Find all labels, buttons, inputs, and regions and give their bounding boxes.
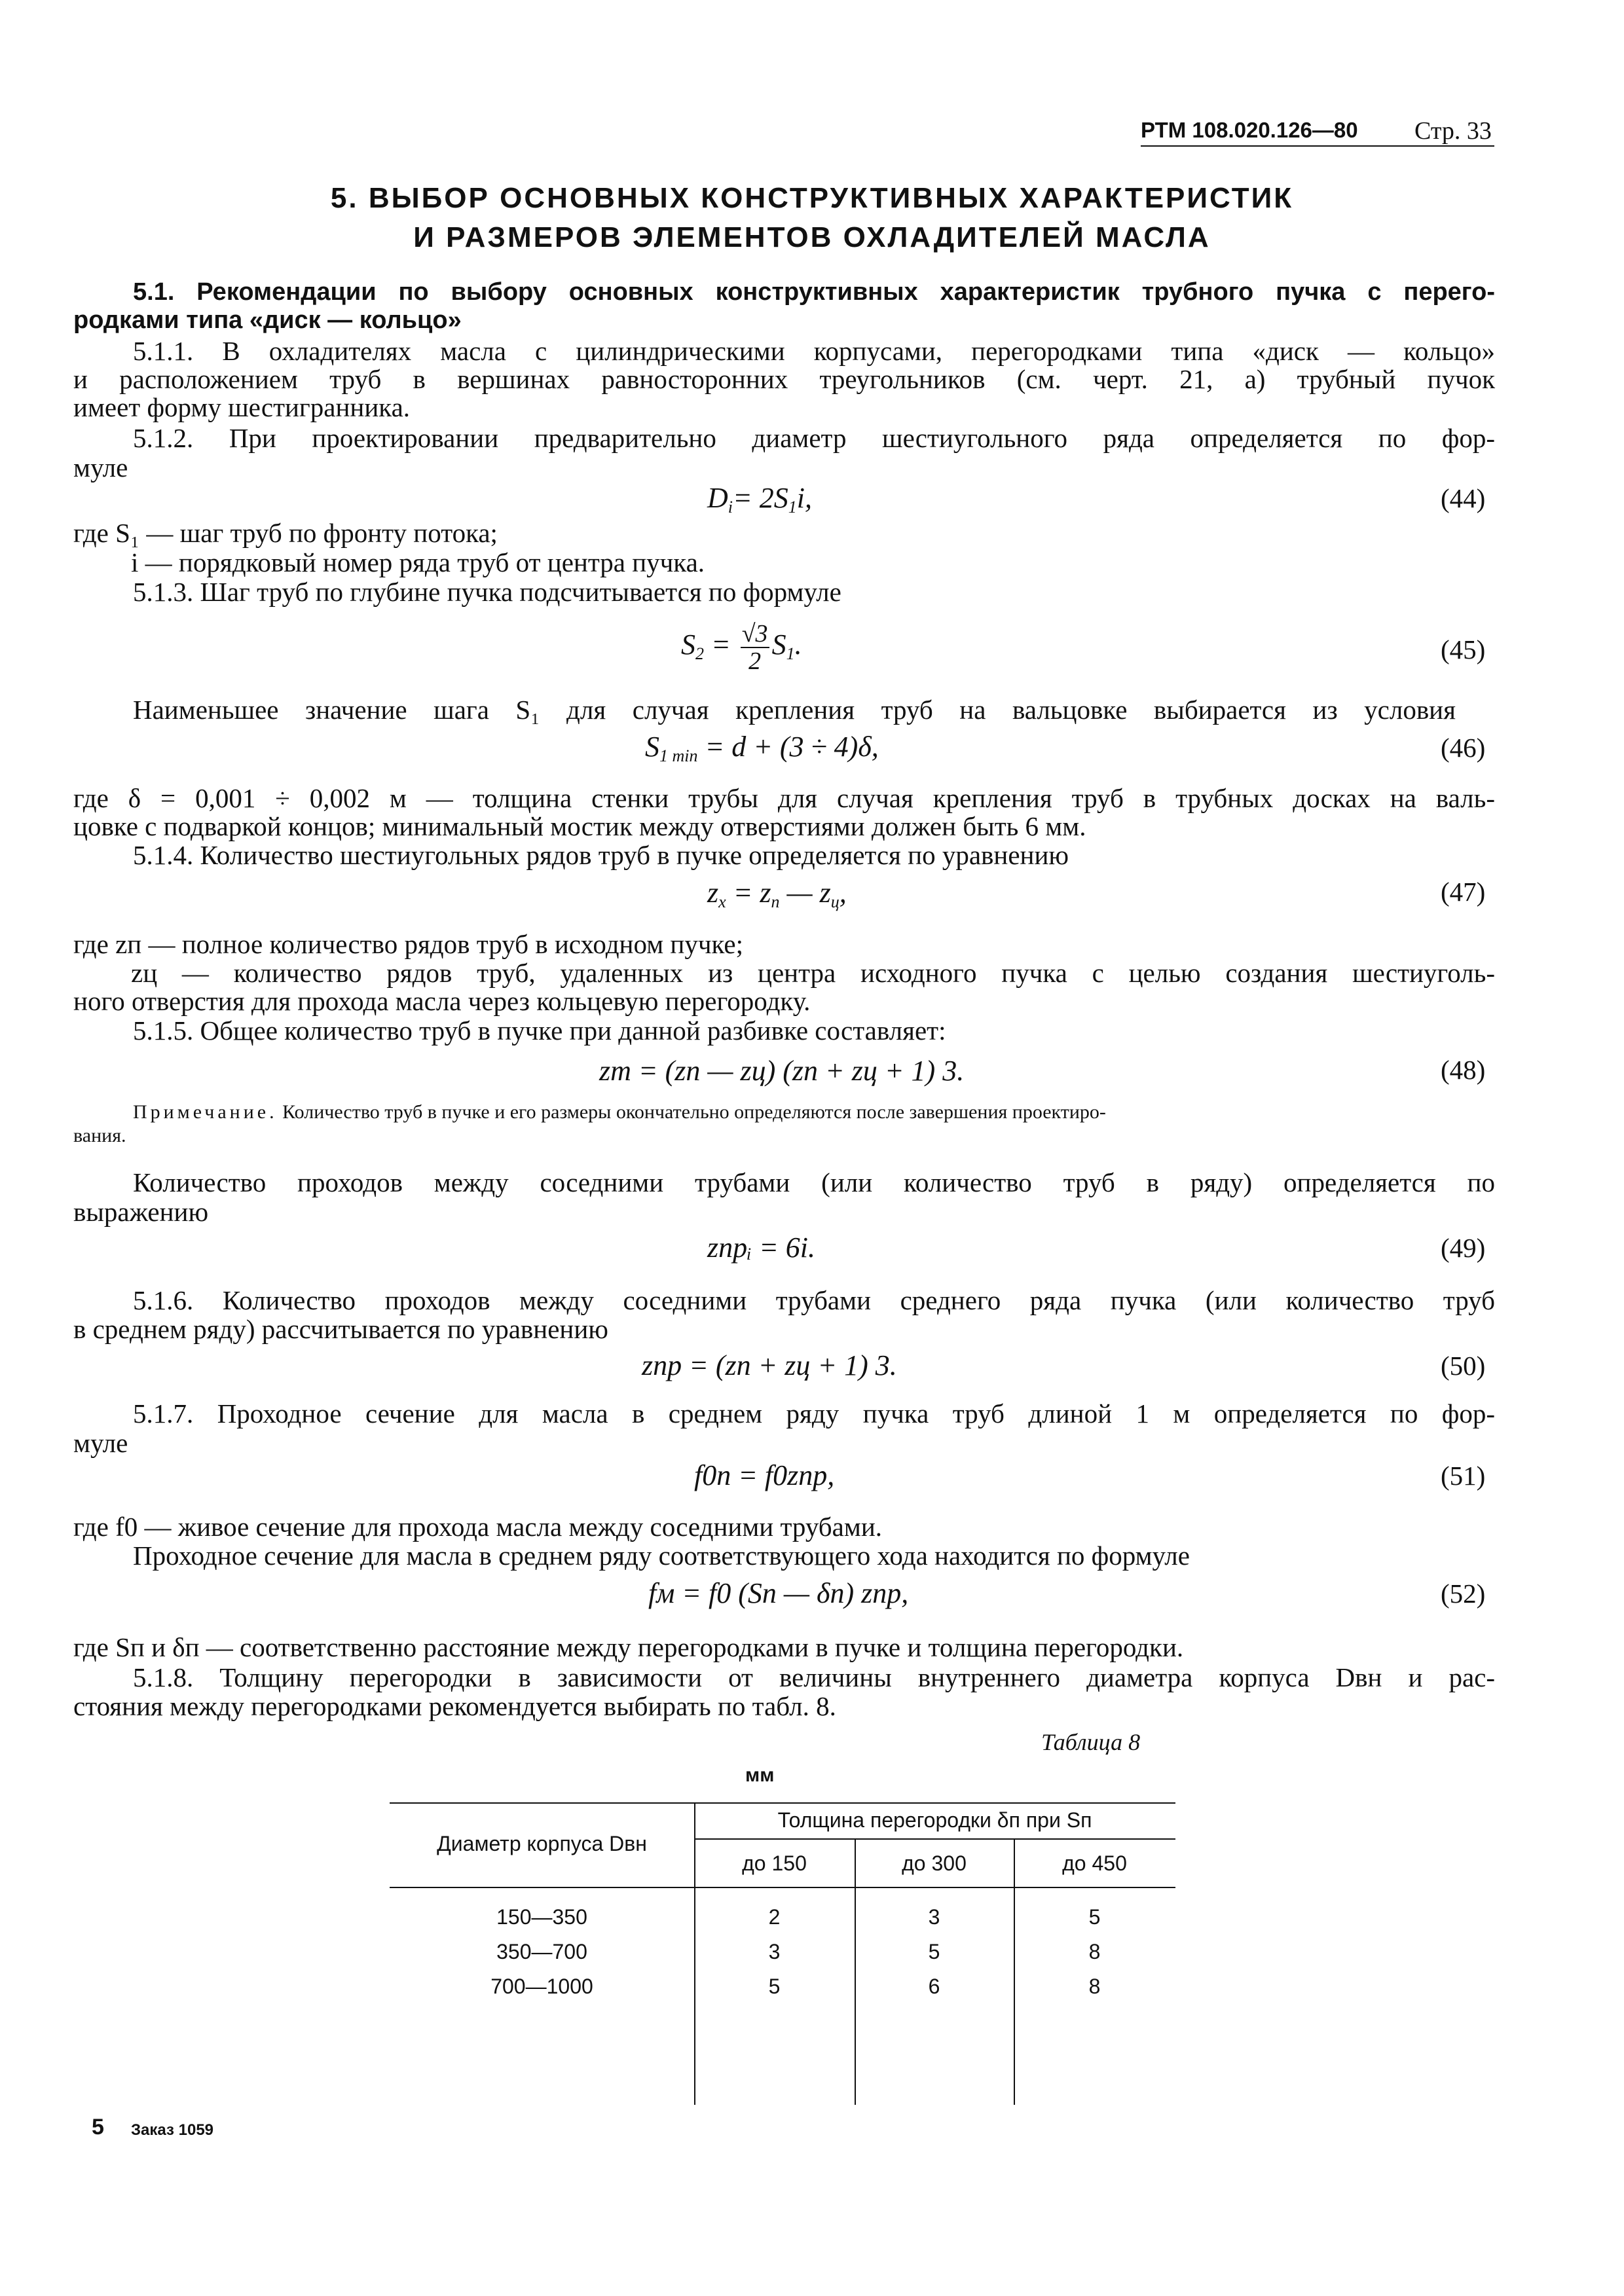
header-rule [1141, 145, 1494, 147]
footer-order: Заказ 1059 [131, 2121, 214, 2139]
equation-52: fм = f0 (Sп — δп) zпр, [648, 1577, 909, 1609]
table-row-diameter: 150—350 [496, 1905, 587, 1929]
table-cell: 3 [768, 1940, 781, 1963]
where-51-line1: где f0 — живое сечение для прохода масла между соседними трубами. [73, 1512, 883, 1542]
para-min-step: Наименьшее значение шага S₁ для случая крепления труб на вальцовке выбирается из условия [133, 695, 1456, 725]
equation-51: f0п = f0zпр, [694, 1459, 835, 1491]
table-vline-3 [1014, 1838, 1015, 2105]
equation-49: zпрᵢ = 6i. [707, 1231, 815, 1264]
table-cell: 8 [1088, 1975, 1101, 1998]
footer-number: 5 [92, 2115, 104, 2140]
equation-number-46: (46) [1441, 733, 1486, 763]
para-5-1-3: 5.1.3. Шаг труб по глубине пучка подсчитывается по формуле [133, 577, 841, 607]
para-5-1-5: 5.1.5. Общее количество труб в пучке при данной разбивке составляет: [133, 1015, 946, 1046]
note-line1: Примечание. Количество труб в пучке и его размеры окончательно определяются после завершения проектиро- [133, 1101, 1106, 1123]
section-title-line1: 5. ВЫБОР ОСНОВНЫХ КОНСТРУКТИВНЫХ ХАРАКТЕРИСТИК [330, 182, 1294, 214]
para-passes-line1: Количество проходов между соседними трубами (или количество труб в ряду) определяется по [133, 1167, 1495, 1197]
table-cell: 8 [1088, 1940, 1101, 1963]
para-5-1-2-line2: муле [73, 452, 128, 483]
para-5-1-2-line1: 5.1.2. При проектировании предварительно диаметр шестиугольного ряда определяется по фор- [133, 423, 1495, 453]
page-number: Стр. 33 [1414, 117, 1492, 145]
equation-number-49: (49) [1441, 1233, 1486, 1263]
subsection-5-1-line2: родками типа «диск — кольцо» [73, 306, 462, 334]
where-44-line1: где S₁ — шаг труб по фронту потока; [73, 518, 498, 548]
where-47-line1: где zп — полное количество рядов труб в исходном пучке; [73, 929, 743, 959]
equation-number-51: (51) [1441, 1461, 1486, 1491]
equation-45: $S_2$ = $\frac{√3}{2}$ $S_1$. [681, 620, 802, 675]
para-5-1-6-line2: в среднем ряду) рассчитывается по уравнению [73, 1314, 608, 1344]
table-cell: 3 [928, 1905, 940, 1929]
where-47-line2: zц — количество рядов труб, удаленных из центра исходного пучка с целью создания шестиуголь- [131, 958, 1495, 988]
where-52-line1: где Sп и δп — соответственно расстояние между перегородками в пучке и толщина перегородки. [73, 1632, 1184, 1662]
table-cell: 2 [768, 1905, 781, 1929]
equation-number-45: (45) [1441, 634, 1486, 665]
equation-number-47: (47) [1441, 877, 1486, 907]
section-title-line2: И РАЗМЕРОВ ЭЛЕМЕНТОВ ОХЛАДИТЕЛЕЙ МАСЛА [413, 221, 1211, 253]
table-cell: 5 [928, 1940, 940, 1963]
equation-48: zт = (zп — zц) (zп + zц + 1) 3. [599, 1055, 965, 1087]
table-header-diameter: Диаметр корпуса Dвн [437, 1832, 647, 1855]
table-caption: Таблица 8 [1041, 1729, 1141, 1755]
para-5-1-8-line2: стояния между перегородками рекомендуется выбирать по табл. 8. [73, 1691, 836, 1721]
table-subheader-300: до 300 [902, 1851, 967, 1875]
equation-number-48: (48) [1441, 1055, 1486, 1085]
equation-44: $D_i= 2S_1i$, [707, 482, 812, 517]
table-vline-2 [855, 1838, 856, 2105]
equation-50: zпр = (zп + zц + 1) 3. [642, 1349, 897, 1381]
para-5-1-6-line1: 5.1.6. Количество проходов между соседними трубами среднего ряда пучка (или количество труб [133, 1285, 1495, 1315]
note-line2: вания. [73, 1125, 126, 1146]
table-cell: 5 [768, 1975, 781, 1998]
equation-number-50: (50) [1441, 1351, 1486, 1381]
table-cell: 5 [1088, 1905, 1101, 1929]
equation-46: $S_{1 min} = d + (3 \div 4)\delta$, [645, 731, 879, 765]
equation-number-52: (52) [1441, 1578, 1486, 1609]
table-header-thickness: Толщина перегородки δп при Sп [777, 1808, 1092, 1832]
para-5-1-7-line1: 5.1.7. Проходное сечение для масла в среднем ряду пучка труб длиной 1 м определяется по фор- [133, 1398, 1495, 1429]
table-subheader-150: до 150 [742, 1851, 807, 1875]
table-top-rule [390, 1802, 1175, 1804]
subsection-5-1-line1: 5.1. Рекомендации по выбору основных конструктивных характеристик трубного пучка с перего- [133, 278, 1495, 306]
para-5-1-1-line3: имеет форму шестигранника. [73, 392, 411, 422]
para-5-1-4: 5.1.4. Количество шестиугольных рядов труб в пучке определяется по уравнению [133, 840, 1069, 870]
equation-47: $z_x = z_п$ — $z_ц$, [707, 877, 847, 911]
table-row-diameter: 350—700 [496, 1940, 587, 1963]
table-header-rule [390, 1887, 1175, 1888]
table-row-diameter: 700—1000 [490, 1975, 593, 1998]
fraction-sqrt3-over-2: $\frac{√3}{2}$ [741, 620, 768, 675]
where-51-line2: Проходное сечение для масла в среднем ряду соответствующего хода находится по формуле [133, 1540, 1190, 1571]
para-5-1-7-line2: муле [73, 1428, 128, 1458]
para-5-1-1-line1: 5.1.1. В охладителях масла с цилиндрическими корпусами, перегородками типа «диск — кольцо» [133, 336, 1495, 366]
where-44-line2: i — порядковый номер ряда труб от центра пучка. [131, 547, 705, 577]
where-47-line3: ного отверстия для прохода масла через кольцевую перегородку. [73, 986, 811, 1016]
where-46-line1: где δ = 0,001 ÷ 0,002 м — толщина стенки трубы для случая крепления труб в трубных досках на валь- [73, 783, 1495, 813]
note-lead: Примечание. [133, 1101, 278, 1123]
para-5-1-8-line1: 5.1.8. Толщину перегородки в зависимости от величины внутреннего диаметра корпуса Dвн и рас- [133, 1662, 1495, 1692]
para-5-1-1-line2: и расположением труб в вершинах равносторонних треугольников (см. черт. 21, а) трубный пучок [73, 364, 1495, 394]
table-group-rule [694, 1838, 1175, 1840]
document-code: РТМ 108.020.126—80 [1141, 118, 1358, 142]
table-units: мм [745, 1764, 775, 1786]
table-cell: 6 [928, 1975, 940, 1998]
where-46-line2: цовке с подваркой концов; минимальный мостик между отверстиями должен быть 6 мм. [73, 811, 1086, 841]
para-passes-line2: выражению [73, 1197, 209, 1227]
equation-number-44: (44) [1441, 483, 1486, 513]
table-subheader-450: до 450 [1062, 1851, 1127, 1875]
